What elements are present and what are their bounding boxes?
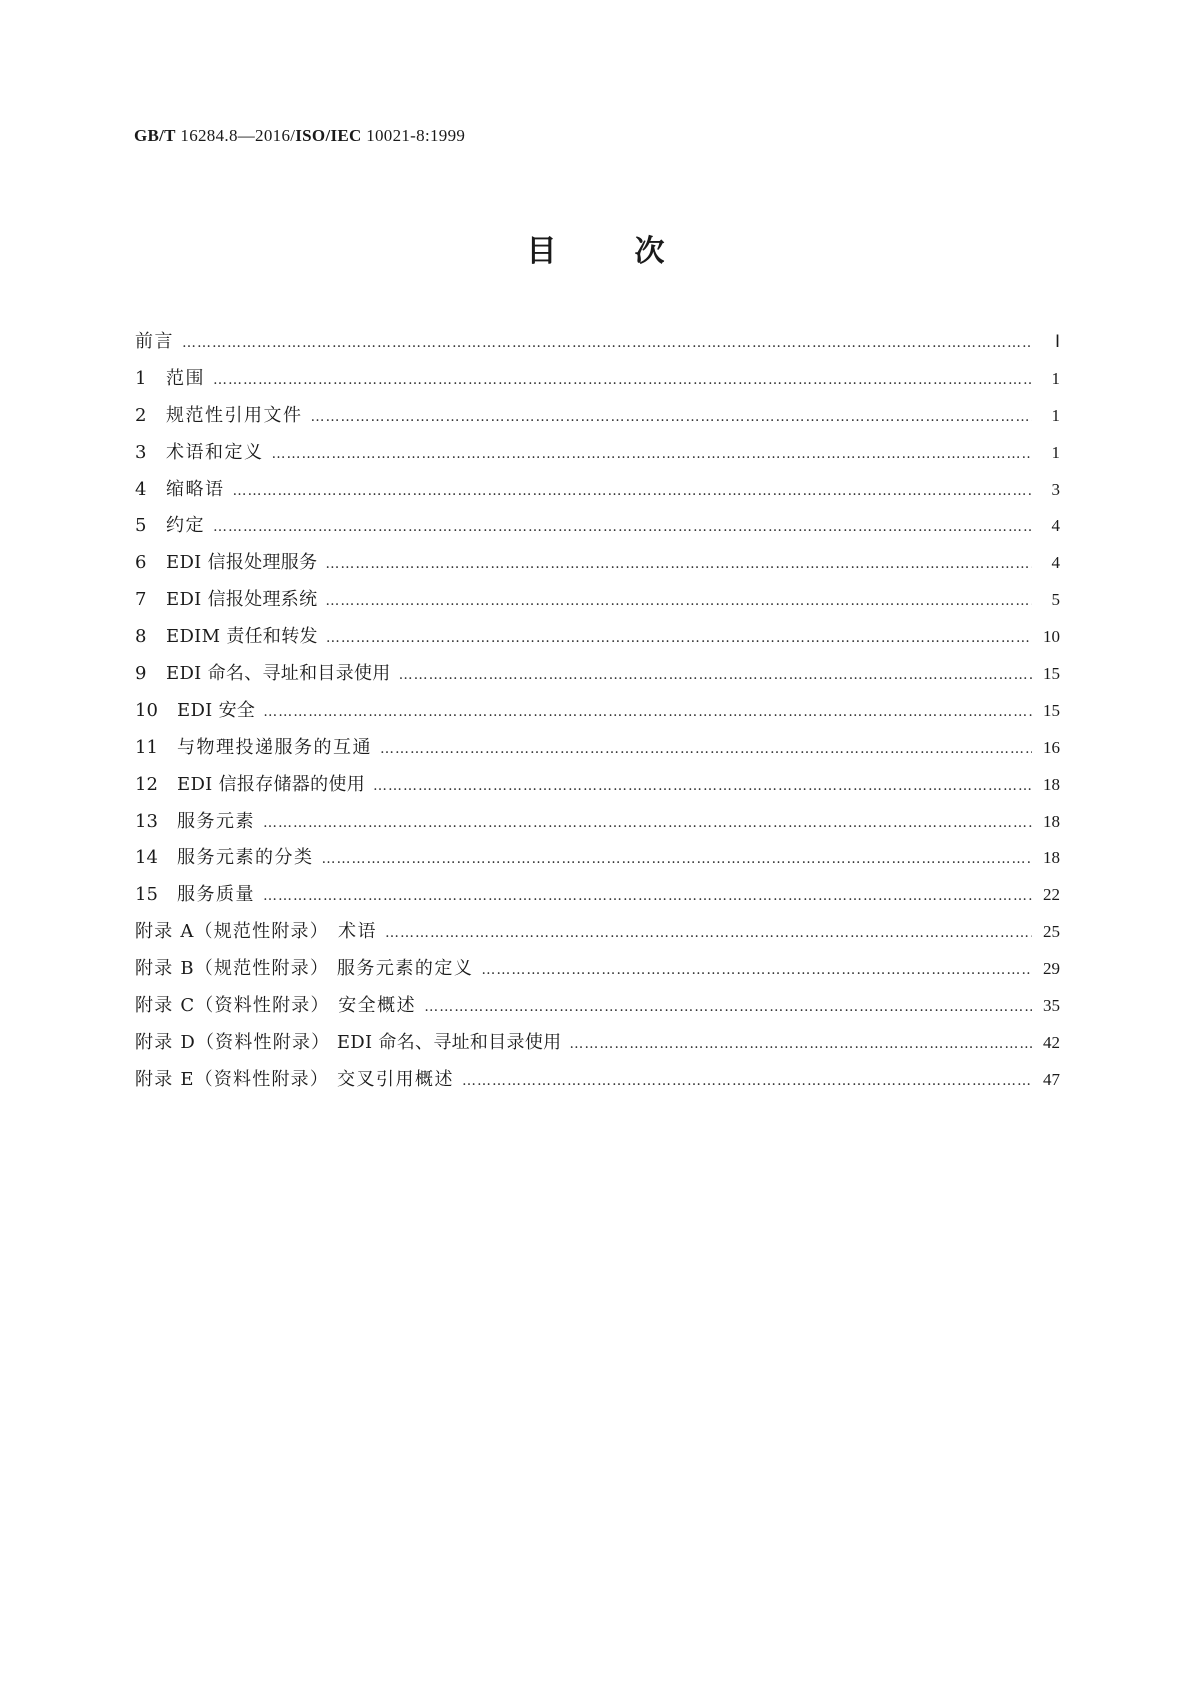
toc-leader-dots bbox=[462, 1073, 1032, 1089]
toc-page-number: 5 bbox=[1051, 590, 1060, 610]
toc-entry-text: 约定 bbox=[166, 515, 205, 537]
appendix-title: 交叉引用概述 bbox=[337, 1068, 455, 1090]
appendix-title: EDI 命名、寻址和目录使用 bbox=[336, 1031, 562, 1053]
toc-leader-dots bbox=[272, 446, 1033, 462]
toc-page-number: 15 bbox=[1043, 664, 1060, 684]
page-title bbox=[0, 226, 1191, 270]
toc-appendix-b[interactable] bbox=[135, 954, 1060, 991]
toc-appendix-e[interactable] bbox=[135, 1065, 1060, 1102]
toc-page-number: 25 bbox=[1043, 922, 1060, 942]
toc-page-number: 1 bbox=[1051, 442, 1060, 462]
toc-entry-number: 5 bbox=[135, 515, 147, 537]
iso-number: 10021-8:1999 bbox=[366, 126, 466, 145]
toc-entry-7[interactable] bbox=[135, 585, 1060, 622]
toc-entry-text: EDI 信报存储器的使用 bbox=[177, 773, 366, 795]
toc-entry-3[interactable] bbox=[135, 438, 1060, 475]
toc-entry-text: EDI 信报处理系统 bbox=[166, 589, 318, 611]
toc-entry-4[interactable] bbox=[135, 475, 1060, 512]
toc-page-number: 3 bbox=[1051, 479, 1060, 499]
toc-appendix-d[interactable] bbox=[135, 1028, 1060, 1065]
toc-page-number: 16 bbox=[1043, 737, 1060, 757]
toc-page-number: 4 bbox=[1051, 553, 1060, 573]
toc-entry-number: 10 bbox=[135, 699, 158, 721]
toc-entry-number: 4 bbox=[135, 478, 147, 500]
toc-leader-dots bbox=[263, 815, 1032, 831]
appendix-label: 附录 D（资料性附录） bbox=[135, 1031, 331, 1053]
toc-entry-text: 前言 bbox=[135, 331, 174, 352]
toc-leader-dots bbox=[385, 925, 1032, 941]
toc-page-number: 22 bbox=[1043, 885, 1060, 905]
toc-page-number: 18 bbox=[1043, 811, 1060, 831]
appendix-label: 附录 B（规范性附录） bbox=[135, 958, 330, 980]
toc-page-number: 29 bbox=[1043, 959, 1060, 979]
toc-entry-12[interactable] bbox=[135, 770, 1060, 807]
toc-entry-text: EDIM 责任和转发 bbox=[166, 626, 318, 648]
toc-entry-text: 服务元素 bbox=[177, 810, 255, 832]
toc-page-number: 1 bbox=[1051, 368, 1060, 388]
title-char-1: 目 bbox=[526, 234, 557, 269]
toc-leader-dots bbox=[399, 667, 1032, 683]
document-header bbox=[134, 126, 465, 146]
toc-entry-14[interactable] bbox=[135, 843, 1060, 880]
table-of-contents bbox=[135, 327, 1060, 1102]
toc-leader-dots bbox=[373, 778, 1032, 794]
standard-id: GB/T bbox=[134, 126, 176, 145]
toc-entry-number: 8 bbox=[135, 626, 147, 648]
toc-page-number: 1 bbox=[1051, 405, 1060, 425]
toc-entry-text: 与物理投递服务的互通 bbox=[177, 736, 372, 758]
toc-entry-text: EDI 安全 bbox=[177, 699, 256, 721]
title-char-2: 次 bbox=[634, 234, 665, 269]
iso-prefix: ISO/IEC bbox=[295, 126, 362, 145]
toc-entry-text: EDI 命名、寻址和目录使用 bbox=[166, 663, 391, 685]
toc-entry-text: 服务质量 bbox=[177, 884, 255, 906]
toc-leader-dots bbox=[481, 962, 1032, 978]
toc-entry-10[interactable] bbox=[135, 696, 1060, 733]
toc-entry-text: EDI 信报处理服务 bbox=[166, 552, 318, 574]
toc-leader-dots bbox=[325, 593, 1032, 609]
toc-entry-number: 7 bbox=[135, 589, 147, 611]
toc-leader-dots bbox=[182, 335, 1032, 351]
toc-entry-text: 范围 bbox=[166, 367, 205, 389]
toc-entry-number: 13 bbox=[135, 810, 158, 832]
toc-entry-number: 6 bbox=[135, 552, 147, 574]
toc-leader-dots bbox=[263, 888, 1032, 904]
standard-number: 16284.8—2016/ bbox=[180, 126, 296, 145]
toc-page-number: 42 bbox=[1043, 1032, 1060, 1052]
toc-entry-text: 缩略语 bbox=[166, 478, 225, 500]
toc-appendix-a[interactable] bbox=[135, 917, 1060, 954]
appendix-label: 附录 E（资料性附录） bbox=[135, 1068, 330, 1090]
toc-leader-dots bbox=[263, 704, 1032, 720]
toc-entry-foreword[interactable] bbox=[135, 327, 1060, 364]
toc-page-number: 35 bbox=[1043, 996, 1060, 1016]
toc-entry-5[interactable] bbox=[135, 511, 1060, 548]
toc-leader-dots bbox=[233, 483, 1033, 499]
toc-appendix-c[interactable] bbox=[135, 991, 1060, 1028]
toc-entry-11[interactable] bbox=[135, 733, 1060, 770]
toc-entry-2[interactable] bbox=[135, 401, 1060, 438]
toc-entry-number: 1 bbox=[135, 367, 147, 389]
toc-entry-number: 3 bbox=[135, 441, 147, 463]
toc-leader-dots bbox=[213, 372, 1032, 388]
toc-page-number: 15 bbox=[1043, 700, 1060, 720]
toc-leader-dots bbox=[424, 999, 1032, 1015]
toc-entry-number: 15 bbox=[135, 884, 158, 906]
toc-entry-15[interactable] bbox=[135, 880, 1060, 917]
toc-leader-dots bbox=[311, 409, 1033, 425]
toc-entry-1[interactable] bbox=[135, 364, 1060, 401]
toc-page-number: Ⅰ bbox=[1054, 332, 1060, 351]
appendix-label: 附录 A（规范性附录） bbox=[135, 921, 329, 943]
appendix-title: 安全概述 bbox=[338, 995, 417, 1017]
toc-entry-text: 规范性引用文件 bbox=[166, 404, 303, 426]
toc-entry-number: 11 bbox=[135, 736, 158, 758]
toc-page-number: 10 bbox=[1043, 627, 1060, 647]
toc-entry-8[interactable] bbox=[135, 622, 1060, 659]
toc-leader-dots bbox=[325, 556, 1032, 572]
toc-leader-dots bbox=[322, 851, 1033, 867]
toc-leader-dots bbox=[569, 1036, 1032, 1052]
toc-entry-9[interactable] bbox=[135, 659, 1060, 696]
toc-page-number: 4 bbox=[1051, 516, 1060, 536]
appendix-title: 术语 bbox=[337, 921, 377, 943]
toc-page-number: 18 bbox=[1043, 774, 1060, 794]
toc-entry-text: 术语和定义 bbox=[166, 441, 264, 463]
toc-leader-dots bbox=[326, 630, 1032, 646]
toc-leader-dots bbox=[380, 741, 1032, 757]
toc-entry-13[interactable] bbox=[135, 807, 1060, 844]
toc-page-number: 47 bbox=[1043, 1069, 1060, 1089]
toc-entry-text: 服务元素的分类 bbox=[177, 847, 314, 869]
toc-entry-6[interactable] bbox=[135, 548, 1060, 585]
toc-entry-number: 2 bbox=[135, 404, 147, 426]
appendix-label: 附录 C（资料性附录） bbox=[135, 995, 330, 1017]
toc-leader-dots bbox=[213, 519, 1032, 535]
toc-entry-number: 12 bbox=[135, 773, 158, 795]
appendix-title: 服务元素的定义 bbox=[336, 958, 474, 980]
toc-entry-number: 9 bbox=[135, 663, 147, 685]
toc-page-number: 18 bbox=[1043, 848, 1060, 868]
toc-entry-number: 14 bbox=[135, 847, 158, 869]
